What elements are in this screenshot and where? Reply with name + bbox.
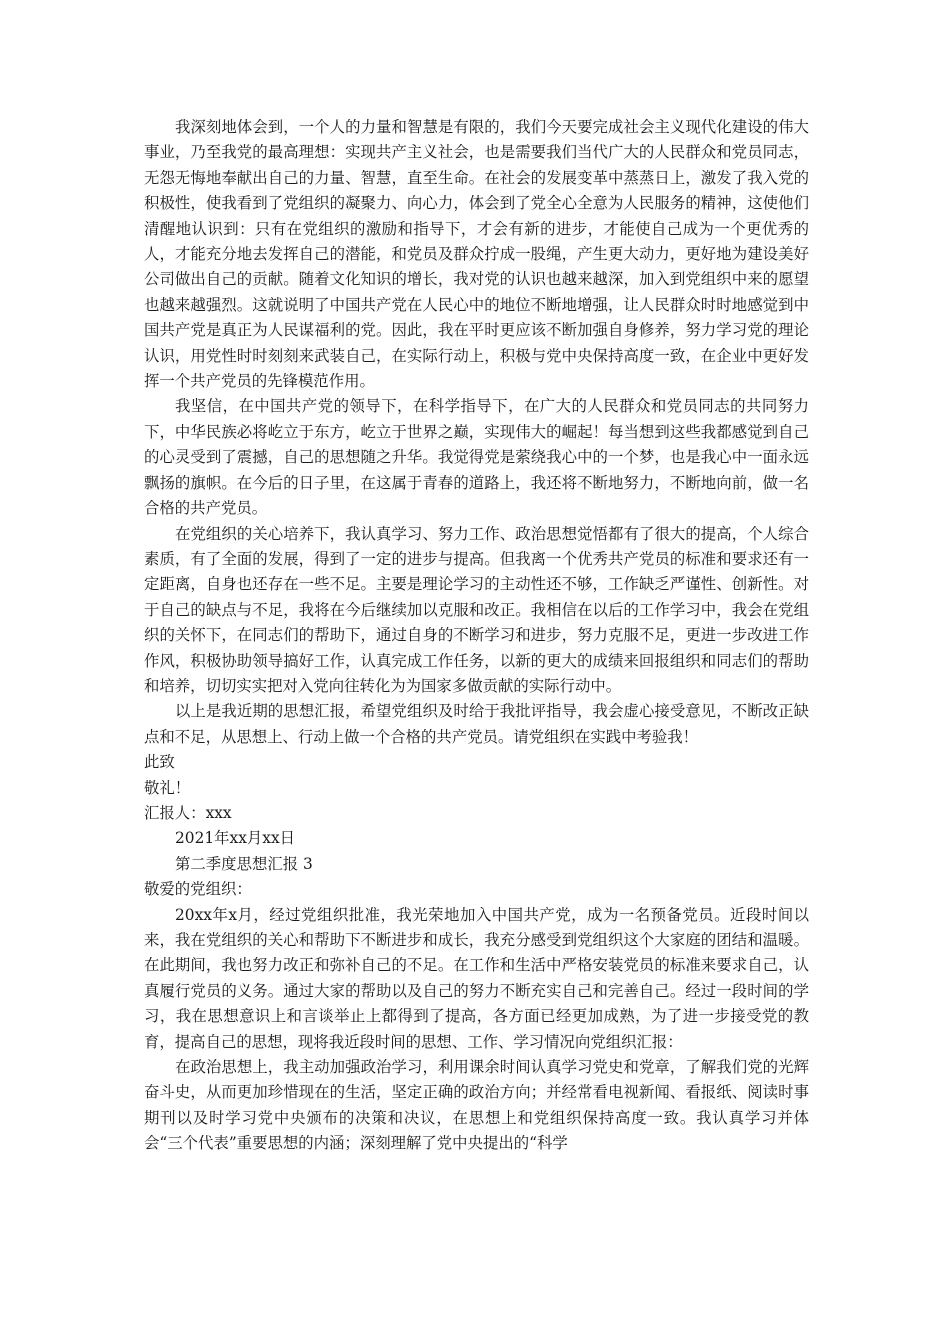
- salute-line: 敬礼！: [144, 778, 191, 797]
- paragraph-6: 在政治思想上，我主动加强政治学习，利用课余时间认真学习党史和党章，了解我们党的光辉奋斗史，从而更加珍惜现在的生活，坚定正确的政治方向；并经常看电视新闻、看报纸、阅读时事期刊以及时学习党中央颁布的决策和决议，在思想上和党组织保持高度一致。我认真学习并体会“三个代表”重要思想的内涵；深刻理解了党中央提出的“科学: [144, 1058, 809, 1153]
- date-line: 2021年xx月xx日: [175, 829, 296, 848]
- reporter-line: 汇报人：xxx: [144, 803, 232, 822]
- paragraph-4: 以上是我近期的思想汇报，希望党组织及时给于我批评指导，我会虚心接受意见，不断改正缺点和不足，从思想上、行动上做一个合格的共产党员。请党组织在实践中考验我！: [144, 702, 809, 746]
- paragraph-5: 20xx年x月，经过党组织批准，我光荣地加入中国共产党，成为一名预备党员。近段时间以来，我在党组织的关心和帮助下不断进步和成长，我充分感受到党组织这个大家庭的团结和温暖。在此期间，我也努力改正和弥补自己的不足。在工作和生活中严格安装党员的标准来要求自己，认真履行党员的义务。通过大家的帮助以及自己的努力不断充实自己和完善自己。经过一段时间的学习，我在思想意识上和言谈举止上都得到了提高，各方面已经更加成熟，为了进一步接受党的教育，提高自己的思想，现将我近段时间的思想、工作、学习情况向党组织汇报：: [144, 905, 809, 1051]
- closing-line: 此致: [144, 753, 175, 772]
- greeting-line: 敬爱的党组织：: [144, 880, 252, 899]
- paragraph-1: 我深刻地体会到，一个人的力量和智慧是有限的，我们今天要完成社会主义现代化建设的伟大事业，乃至我党的最高理想：实现共产主义社会，也是需要我们当代广大的人民群众和党员同志，无怨无悔地奉献出自己的力量、智慧，直至生命。在社会的发展变革中蒸蒸日上，激发了我入党的积极性，使我看到了党组织的凝聚力、向心力，体会到了党全心全意为人民服务的精神，这使他们清醒地认识到：只有在党组织的激励和指导下，才会有新的进步，才能使自己成为一个更优秀的人，才能充分地去发挥自己的潜能，和党员及群众拧成一股绳，产生更大动力，更好地为建设美好公司做出自己的贡献。随着文化知识的增长，我对党的认识也越来越深，加入到党组织中来的愿望也越来越强烈。这就说明了中国共产党在人民心中的地位不断地增强，让人民群众时时地感觉到中国共产党是真正为人民谋福利的党。因此，我在平时更应该不断加强自身修养，努力学习党的理论认识，用党性时时刻刻来武装自己，在实际行动上，积极与党中央保持高度一致，在企业中更好发挥一个共产党员的先锋模范作用。: [144, 118, 809, 391]
- section-title: 第二季度思想汇报 3: [175, 854, 313, 873]
- paragraph-3: 在党组织的关心培养下，我认真学习、努力工作、政治思想觉悟都有了很大的提高，个人综合素质，有了全面的发展，得到了一定的进步与提高。但我离一个优秀共产党员的标准和要求还有一定距离，自身也还存在一些不足。主要是理论学习的主动性还不够，工作缺乏严谨性、创新性。对于自己的缺点与不足，我将在今后继续加以克服和改正。我相信在以后的工作学习中，我会在党组织的关怀下，在同志们的帮助下，通过自身的不断学习和进步，努力克服不足，更进一步改进工作作风，积极协助领导搞好工作，认真完成工作任务，以新的更大的成绩来回报组织和同志们的帮助和培养，切切实实把对入党向往转化为为国家多做贡献的实际行动中。: [144, 524, 809, 695]
- document-body: [144, 115, 809, 1157]
- paragraph-2: 我坚信，在中国共产党的领导下，在科学指导下，在广大的人民群众和党员同志的共同努力下，中华民族必将屹立于东方，屹立于世界之巅，实现伟大的崛起！每当想到这些我都感觉到自己的心灵受到了震撼，自己的思想随之升华。我觉得党是萦绕我心中的一个梦，也是我心中一面永远飘扬的旗帜。在今后的日子里，在这属于青春的道路上，我还将不断地努力，不断地向前，做一名合格的共产党员。: [144, 397, 809, 518]
